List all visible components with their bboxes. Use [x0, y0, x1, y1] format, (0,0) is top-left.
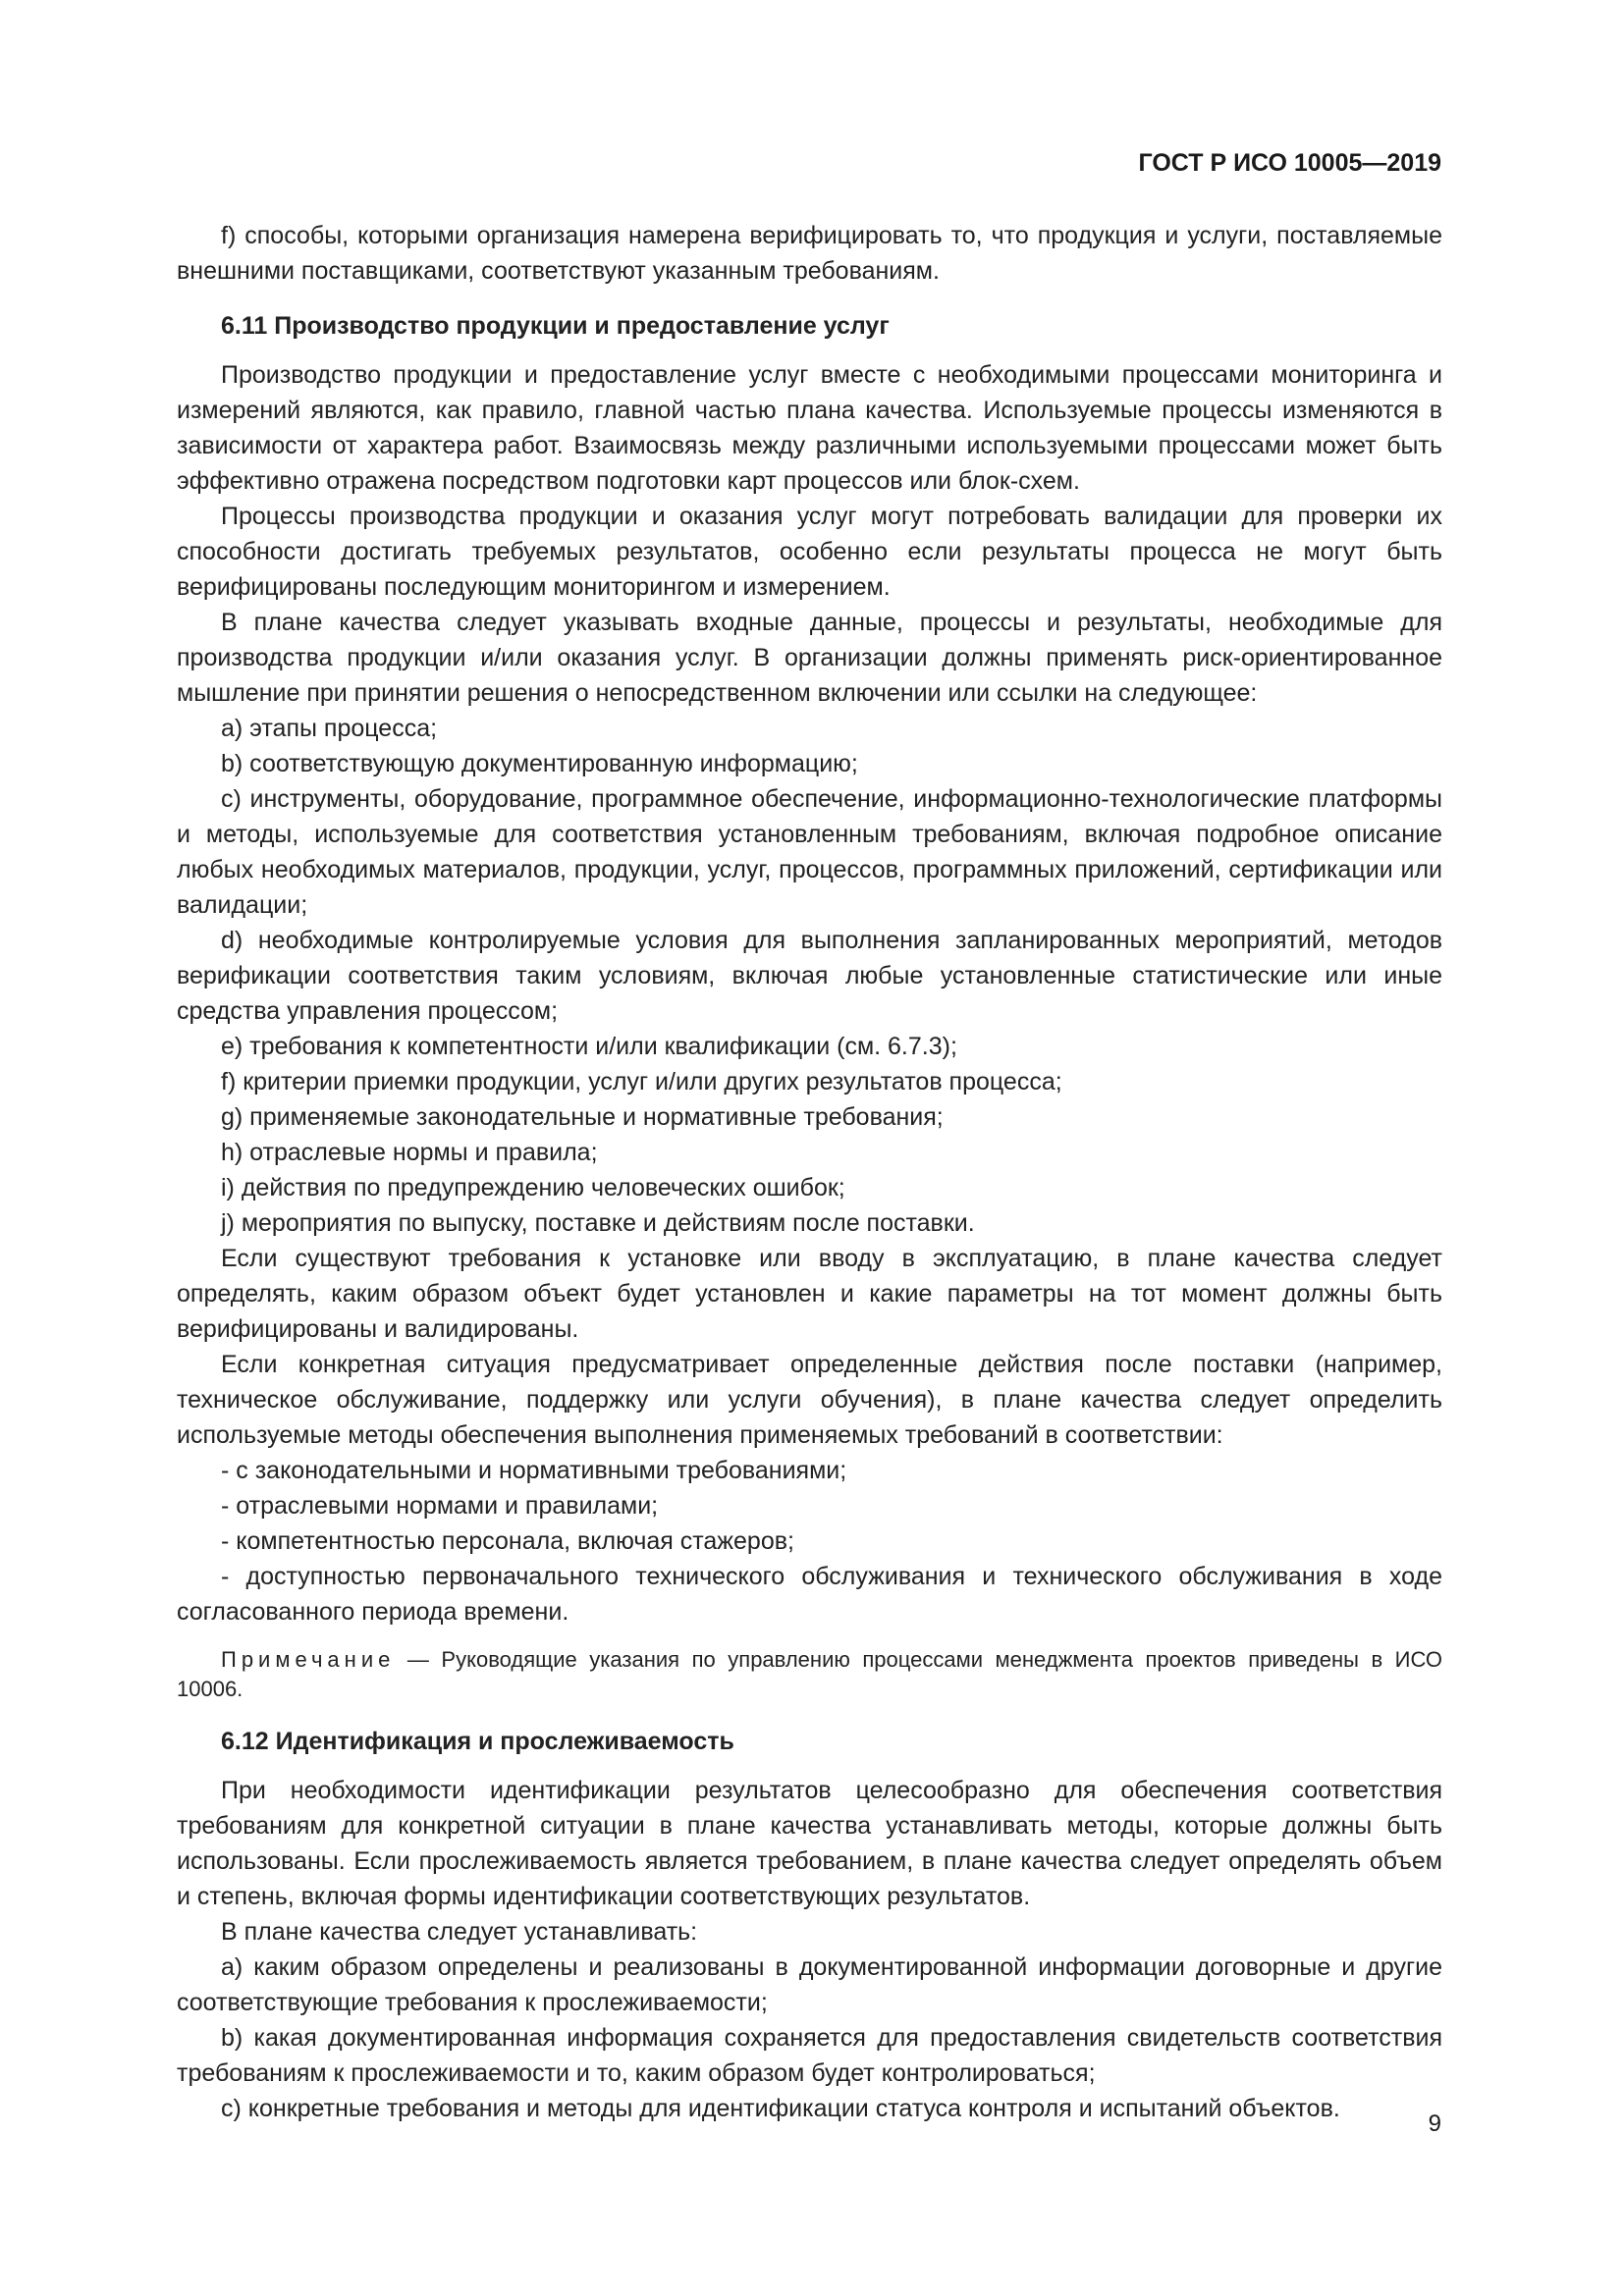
list-item: с) инструменты, оборудование, программное обеспечение, информационно-технологические платформы и методы, используемые для соответствия установленным требованиям, включая подробное описание любых необходимых материалов, продукции, услуг, процессов, программных приложений, сертификации или валидации; — [177, 785, 1442, 919]
paragraph: В плане качества следует устанавливать: — [221, 1918, 698, 1946]
list-item: h) отраслевые нормы и правила; — [221, 1139, 598, 1166]
list-item: с) конкретные требования и методы для идентификации статуса контроля и испытаний объектов. — [221, 2095, 1340, 2122]
standard-header: ГОСТ Р ИСО 10005—2019 — [1138, 149, 1441, 177]
section-heading-6-12: 6.12 Идентификация и прослеживаемость — [221, 1728, 734, 1755]
list-item: f) способы, которыми организация намерена верифицировать то, что продукция и услуги, поставляемые внешними поставщиками, соответствуют указанным требованиям. — [177, 222, 1442, 285]
note-label: Примечание — [221, 1647, 396, 1672]
page-content — [177, 218, 1442, 2126]
paragraph: При необходимости идентификации результатов целесообразно для обеспечения соответствия требованиям для конкретной ситуации в плане качества устанавливать методы, которые должны быть использованы. Если прослеживаемость является требованием, в плане качества следует определять объем и степень, включая формы идентификации соответствующих результатов. — [177, 1777, 1442, 1910]
note-text: — Руководящие указания по управлению процессами менеджмента проектов приведены в ИСО 10006. — [177, 1647, 1442, 1701]
dash-item: - с законодательными и нормативными требованиями; — [221, 1457, 847, 1484]
note — [177, 1645, 1442, 1704]
paragraph: Производство продукции и предоставление услуг вместе с необходимыми процессами мониторинга и измерений являются, как правило, главной частью плана качества. Используемые процессы изменяются в зависимости от характера работ. Взаимосвязь между различными используемыми процессами может быть эффективно отражена посредством подготовки карт процессов или блок-схем. — [177, 361, 1442, 495]
section-heading-6-11: 6.11 Производство продукции и предоставление услуг — [221, 312, 890, 340]
list-item: d) необходимые контролируемые условия для выполнения запланированных мероприятий, методов верификации соответствия таким условиям, включая любые установленные статистические или иные средства управления процессом; — [177, 927, 1442, 1025]
list-item: b) какая документированная информация сохраняется для предоставления свидетельств соответствия требованиям к прослеживаемости и то, каким образом будет контролироваться; — [177, 2024, 1442, 2087]
page-number: 9 — [1428, 2110, 1441, 2137]
paragraph: Если существуют требования к установке или вводу в эксплуатацию, в плане качества следует определять, каким образом объект будет установлен и какие параметры на тот момент должны быть верифицированы и валидированы. — [177, 1245, 1442, 1343]
list-item: f) критерии приемки продукции, услуг и/или других результатов процесса; — [221, 1068, 1062, 1095]
list-item: g) применяемые законодательные и нормативные требования; — [221, 1103, 944, 1131]
dash-item: - компетентностью персонала, включая стажеров; — [221, 1527, 794, 1555]
paragraph: В плане качества следует указывать входные данные, процессы и результаты, необходимые для производства продукции и/или оказания услуг. В организации должны применять риск-ориентированное мышление при принятии решения о непосредственном включении или ссылки на следующее: — [177, 609, 1442, 707]
paragraph: Если конкретная ситуация предусматривает определенные действия после поставки (например, техническое обслуживание, поддержку или услуги обучения), в плане качества следует определить используемые методы обеспечения выполнения применяемых требований в соответствии: — [177, 1351, 1442, 1449]
list-item: а) каким образом определены и реализованы в документированной информации договорные и другие соответствующие требования к прослеживаемости; — [177, 1953, 1442, 2016]
list-item: а) этапы процесса; — [221, 715, 438, 742]
list-item: i) действия по предупреждению человеческих ошибок; — [221, 1174, 845, 1201]
list-item: j) мероприятия по выпуску, поставке и действиям после поставки. — [221, 1209, 975, 1237]
dash-item: - отраслевыми нормами и правилами; — [221, 1492, 659, 1520]
list-item: е) требования к компетентности и/или квалификации (см. 6.7.3); — [221, 1033, 957, 1060]
dash-item: - доступностью первоначального технического обслуживания и технического обслуживания в ходе согласованного периода времени. — [177, 1563, 1442, 1626]
paragraph: Процессы производства продукции и оказания услуг могут потребовать валидации для проверки их способности достигать требуемых результатов, особенно если результаты процесса не могут быть верифицированы последующим мониторингом и измерением. — [177, 503, 1442, 601]
list-item: b) соответствующую документированную информацию; — [221, 750, 858, 777]
